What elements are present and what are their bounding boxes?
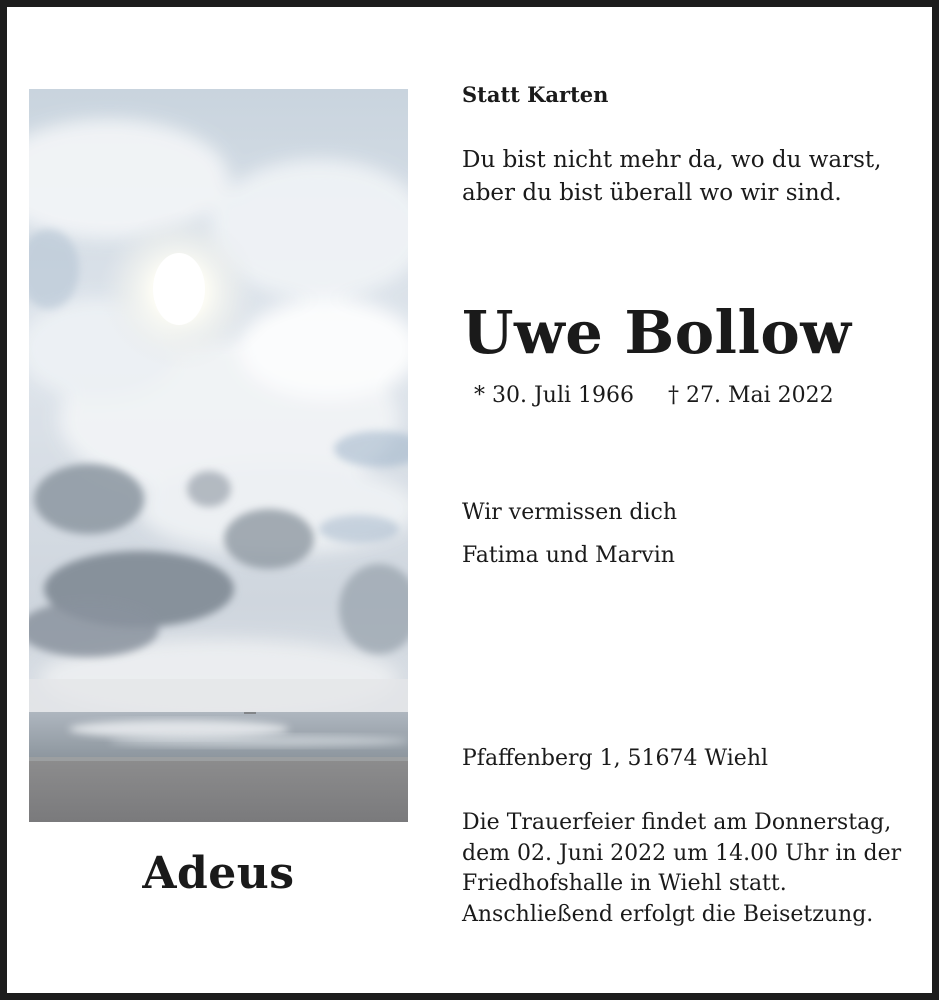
- service-text: Die Trauerfeier findet am Donnerstag, dem 02. Juni 2022 um 14.00 Uhr in der Friedhofshalle in Wiehl statt. Anschließend erfolgt die Beisetzung.: [462, 810, 902, 927]
- header-label: Statt Karten: [462, 82, 609, 107]
- address-text: Pfaffenberg 1, 51674 Wiehl: [462, 746, 769, 771]
- miss-text: Wir vermissen dich: [462, 500, 678, 525]
- birth-date: * 30. Juli 1966: [474, 383, 635, 408]
- farewell-text: Adeus: [142, 848, 295, 899]
- family-names: Fatima und Marvin: [462, 543, 675, 568]
- quote-text: Du bist nicht mehr da, wo du warst, aber du bist überall wo wir sind.: [462, 147, 882, 206]
- death-date: † 27. Mai 2022: [668, 383, 834, 408]
- life-dates: [462, 383, 834, 408]
- deceased-name: Uwe Bollow: [462, 298, 852, 367]
- sky-sea-photo: [29, 89, 408, 822]
